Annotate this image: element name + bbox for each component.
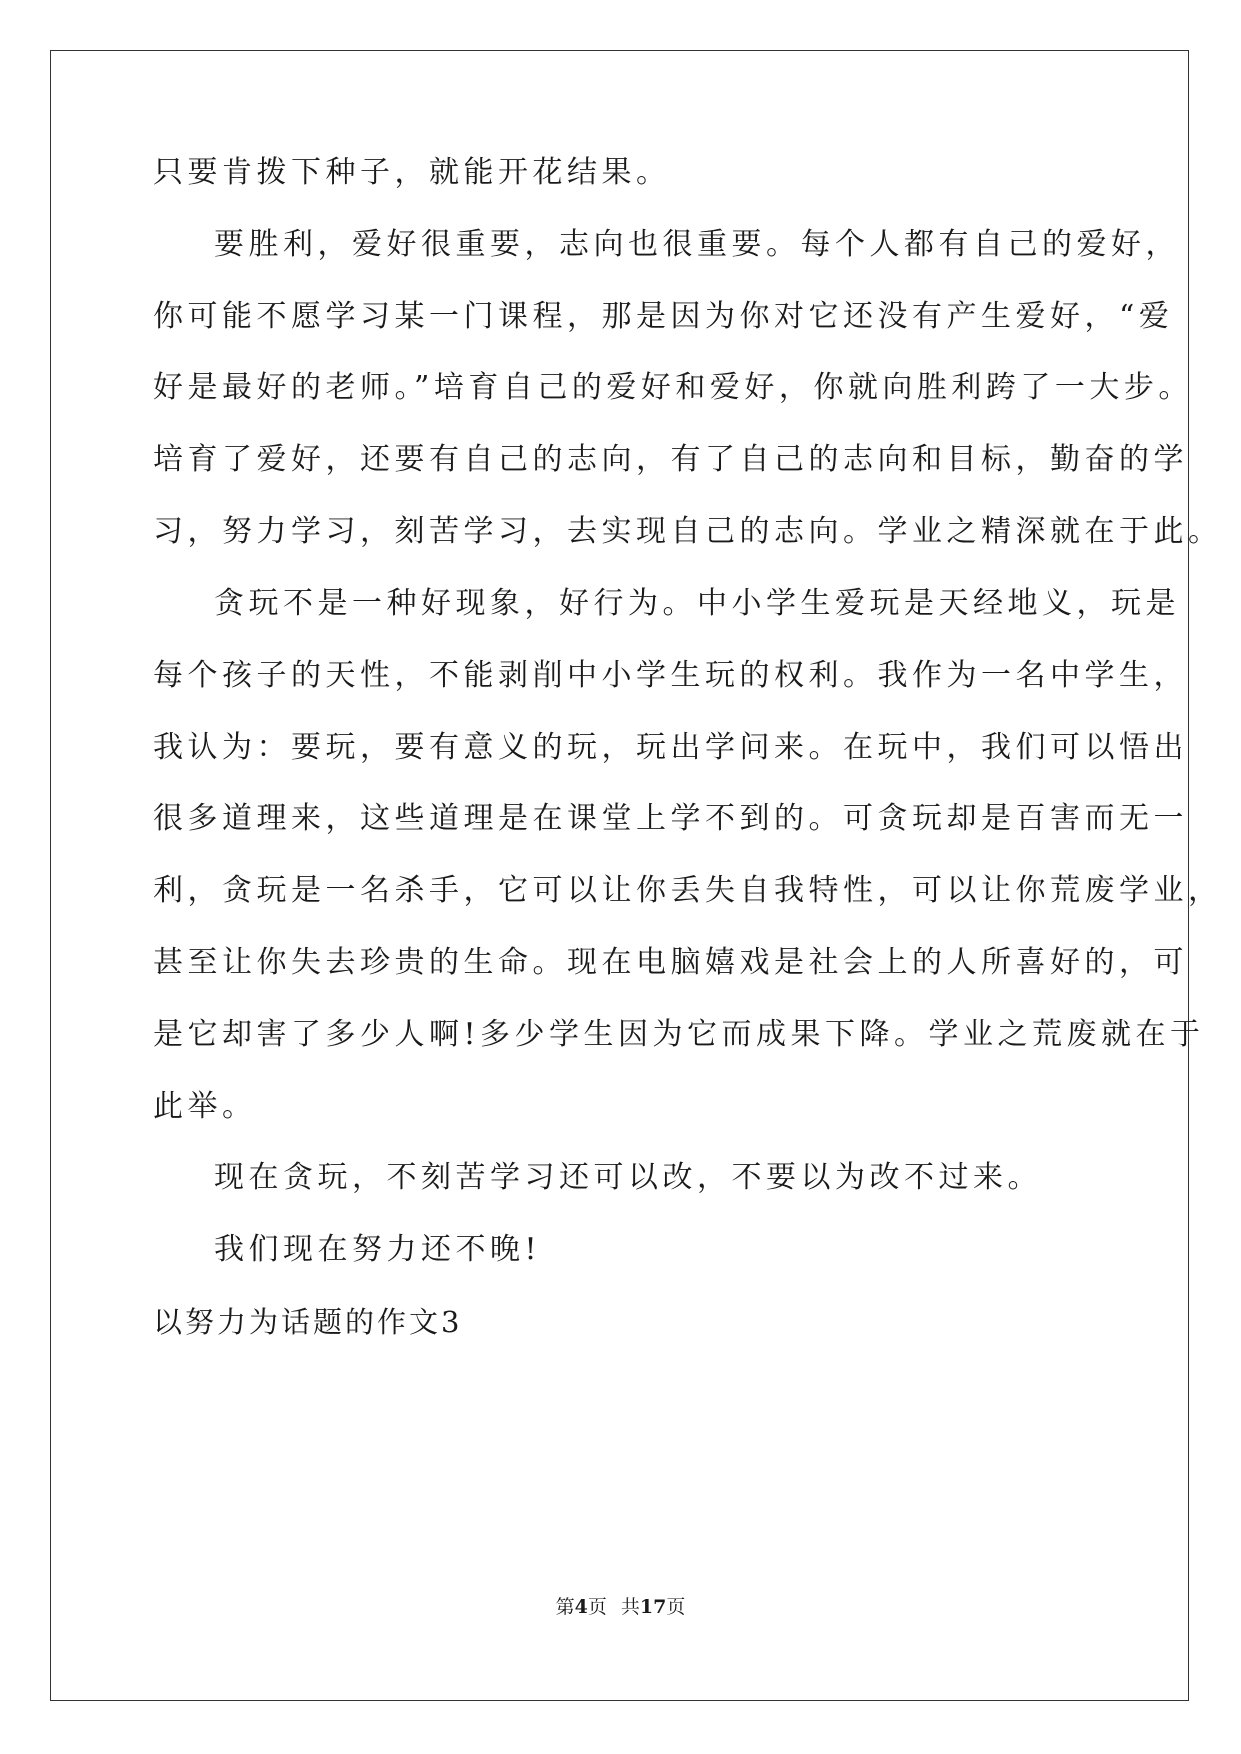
page-footer: [0, 1595, 1241, 1619]
text-line: 我认为：要玩，要有意义的玩，玩出学问来。在玩中，我们可以悟出: [153, 730, 1188, 765]
text-line: 此举。: [153, 1089, 257, 1124]
text-line: 习，努力学习，刻苦学习，去实现自己的志向。学业之精深就在于此。: [153, 514, 1223, 549]
footer-page-current: 4: [574, 1596, 588, 1618]
footer-page-total: 17: [639, 1596, 667, 1618]
text-line: 你可能不愿学习某一门课程，那是因为你对它还没有产生爱好，“爱: [153, 299, 1174, 334]
text-line: 很多道理来，这些道理是在课堂上学不到的。可贪玩却是百害而无一: [153, 801, 1188, 836]
text-line: 是它却害了多少人啊!多少学生因为它而成果下降。学业之荒废就在于: [153, 1017, 1205, 1052]
text-line: 培育了爱好，还要有自己的志向，有了自己的志向和目标，勤奋的学: [153, 442, 1188, 477]
footer-total-prefix: 共: [620, 1596, 640, 1618]
paragraph-start-line: 现在贪玩，不刻苦学习还可以改，不要以为改不过来。: [214, 1160, 1042, 1195]
footer-total-suffix: 页: [666, 1596, 686, 1618]
footer-page-prefix: 第: [555, 1596, 575, 1618]
paragraph-start-line: 我们现在努力还不晚!: [214, 1232, 542, 1267]
text-line: 利，贪玩是一名杀手，它可以让你丢失自我特性，可以让你荒废学业，: [153, 873, 1223, 908]
text-line: 每个孩子的天性，不能剥削中小学生玩的权利。我作为一名中学生，: [153, 658, 1188, 693]
section-heading: 以努力为话题的作文3: [153, 1305, 463, 1339]
paragraph-start-line: 要胜利，爱好很重要，志向也很重要。每个人都有自己的爱好，: [214, 227, 1180, 262]
paragraph-start-line: 贪玩不是一种好现象，好行为。中小学生爱玩是天经地义，玩是: [214, 586, 1180, 621]
text-line: 好是最好的老师。”培育自己的爱好和爱好，你就向胜利跨了一大步。: [153, 370, 1193, 405]
footer-page-mid: 页: [587, 1596, 607, 1618]
text-line: 只要肯拨下种子，就能开花结果。: [153, 155, 671, 190]
text-line: 甚至让你失去珍贵的生命。现在电脑嬉戏是社会上的人所喜好的，可: [153, 945, 1188, 980]
